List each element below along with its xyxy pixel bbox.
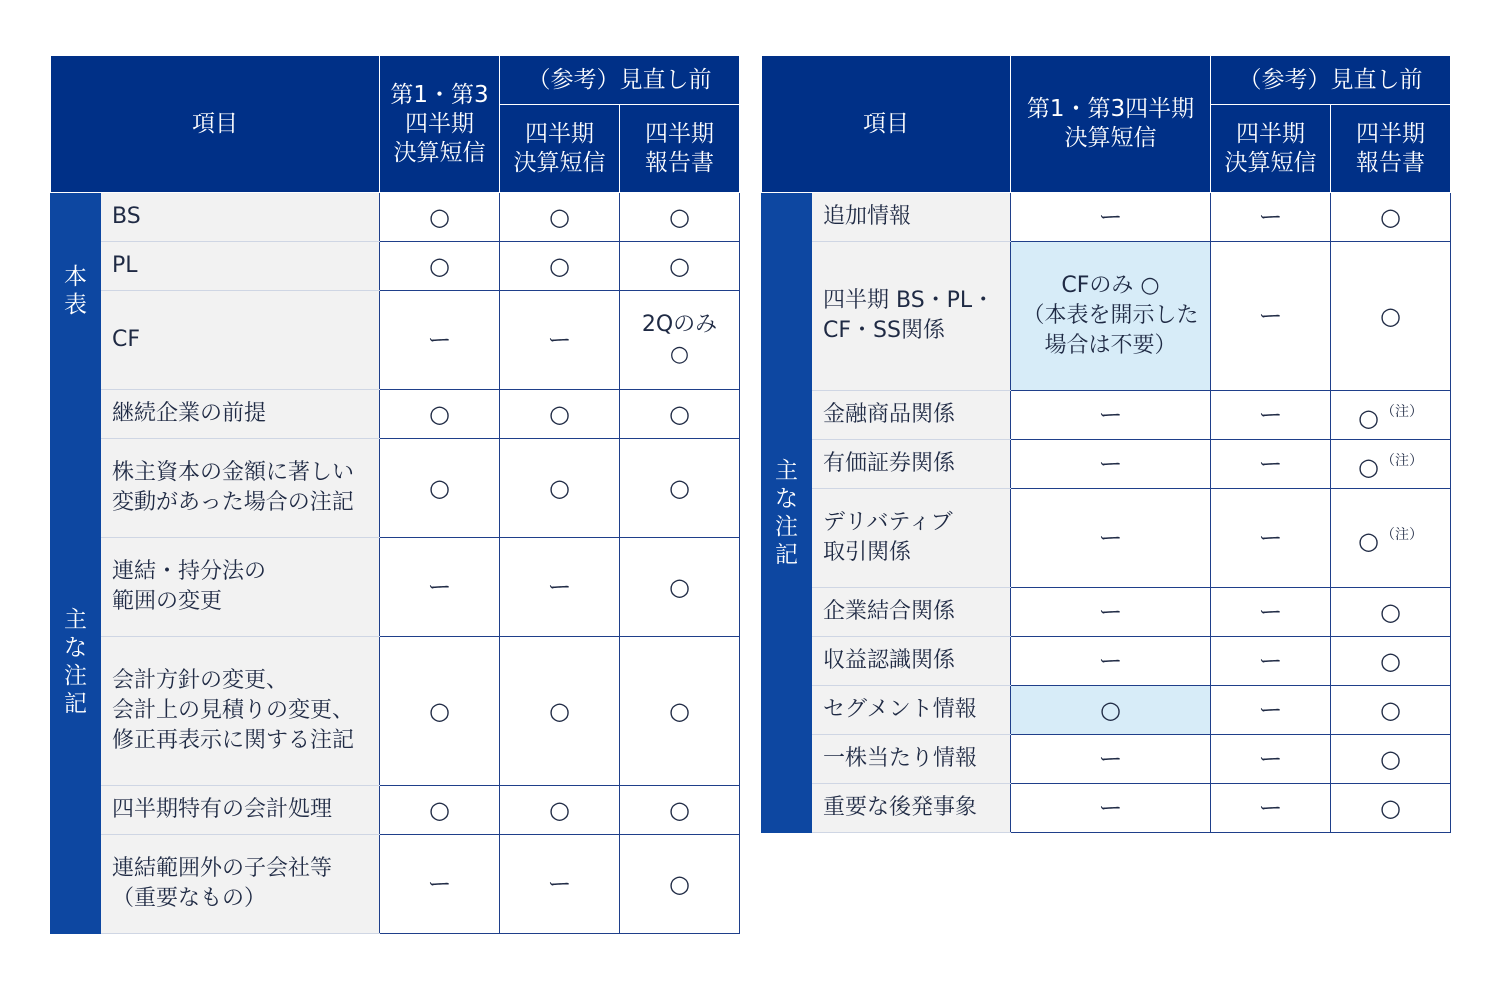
mark-cell: ー: [380, 291, 500, 390]
mark-cell-highlighted: CFのみ ○ （本表を開示した 場合は不要）: [1011, 242, 1211, 391]
mark-cell: ー: [380, 538, 500, 637]
row-item-label: デリバティブ 取引関係: [812, 489, 1011, 588]
header-reference: （参考）見直し前: [1211, 56, 1451, 105]
table-row: [51, 637, 740, 786]
mark-cell: 2Qのみ ○: [620, 291, 740, 390]
table-row: [762, 735, 1451, 784]
mark-cell: ○: [380, 637, 500, 786]
mark-cell: ○: [500, 242, 620, 291]
header-quarterly-report: 四半期 報告書: [1331, 105, 1451, 193]
row-item-label: 株主資本の金額に著しい 変動があった場合の注記: [101, 439, 380, 538]
mark-cell: ー: [1211, 637, 1331, 686]
header-q1-q3-tanshin: 第1・第3四半期 決算短信: [1011, 56, 1211, 193]
header-quarterly-tanshin: 四半期 決算短信: [500, 105, 620, 193]
mark-cell-with-note: ○ $^{(注)}$: [1331, 489, 1451, 588]
mark-cell: ○: [1331, 588, 1451, 637]
row-item-label: 収益認識関係: [812, 637, 1011, 686]
mark-cell: ○: [380, 786, 500, 835]
mark-cell: ー: [500, 835, 620, 934]
header-reference: （参考）見直し前: [500, 56, 740, 105]
table-row: [762, 242, 1451, 391]
footnote-mark: （注）: [1380, 453, 1423, 469]
row-item-label: 追加情報: [812, 193, 1011, 242]
mark-cell: ○: [1331, 193, 1451, 242]
mark-cell: ー: [1011, 193, 1211, 242]
table-row: [51, 538, 740, 637]
table-row: [51, 835, 740, 934]
row-item-label: 四半期特有の会計処理: [101, 786, 380, 835]
mark-cell: ー: [1011, 588, 1211, 637]
mark-cell: ○: [500, 390, 620, 439]
mark-cell-with-note: ○ $^{(注)}$: [1331, 440, 1451, 489]
mark-cell: ー: [1211, 489, 1331, 588]
table-row: [51, 439, 740, 538]
table-row: [762, 637, 1451, 686]
mark-cell: ○: [620, 390, 740, 439]
table-row: [51, 291, 740, 390]
header-quarterly-report: 四半期 報告書: [620, 105, 740, 193]
mark-cell: ○: [620, 637, 740, 786]
mark-cell: ○: [380, 193, 500, 242]
mark-cell: ー: [1011, 440, 1211, 489]
row-item-label: 重要な後発事象: [812, 784, 1011, 833]
table-row: [762, 440, 1451, 489]
row-item-label: 連結範囲外の子会社等 （重要なもの）: [101, 835, 380, 934]
table-row: [51, 390, 740, 439]
group-label-main-notes: 主な注記: [51, 390, 101, 934]
mark-cell: ー: [1011, 489, 1211, 588]
mark-cell: ○: [380, 439, 500, 538]
header-q1-q3-tanshin: 第1・第3 四半期 決算短信: [380, 56, 500, 193]
table-row: [762, 784, 1451, 833]
mark-cell: ○: [620, 786, 740, 835]
footnote-mark: （注）: [1380, 527, 1423, 543]
header-item: 項目: [762, 56, 1011, 193]
row-item-label: CF: [101, 291, 380, 390]
mark-cell: ー: [1011, 637, 1211, 686]
mark-cell: ー: [500, 538, 620, 637]
row-item-label: 企業結合関係: [812, 588, 1011, 637]
mark-cell: ー: [1211, 686, 1331, 735]
mark-cell: ○: [500, 637, 620, 786]
row-item-label: 四半期 BS・PL・ CF・SS関係: [812, 242, 1011, 391]
mark-cell: ○: [620, 439, 740, 538]
row-item-label: BS: [101, 193, 380, 242]
table-row: [51, 786, 740, 835]
row-item-label: セグメント情報: [812, 686, 1011, 735]
header-item: 項目: [51, 56, 380, 193]
mark-cell: ー: [1211, 193, 1331, 242]
mark-cell: ○: [1331, 637, 1451, 686]
mark-cell: ー: [380, 835, 500, 934]
mark-cell: ー: [500, 291, 620, 390]
mark-cell: ○: [1331, 784, 1451, 833]
mark-cell: ○: [380, 390, 500, 439]
mark-cell: ー: [1211, 784, 1331, 833]
mark-cell-with-note: ○ $^{(注)}$: [1331, 391, 1451, 440]
mark-cell: ○: [500, 193, 620, 242]
mark-cell: ○: [620, 835, 740, 934]
table-row: [762, 193, 1451, 242]
row-item-label: 一株当たり情報: [812, 735, 1011, 784]
left-comparison-table: [50, 55, 740, 934]
mark-cell: ー: [1211, 391, 1331, 440]
mark-cell: ○: [380, 242, 500, 291]
group-label-main-statements: 本表: [51, 193, 101, 390]
mark-cell: ー: [1011, 735, 1211, 784]
mark-cell: ー: [1211, 588, 1331, 637]
mark-cell: ー: [1211, 735, 1331, 784]
mark-cell: ○: [1331, 242, 1451, 391]
table-row: [762, 489, 1451, 588]
mark-cell: ○: [620, 538, 740, 637]
footnote-mark: （注）: [1380, 404, 1423, 420]
group-label-main-notes: 主な注記: [762, 193, 812, 833]
table-row: [762, 686, 1451, 735]
row-item-label: 金融商品関係: [812, 391, 1011, 440]
mark-cell: ○: [620, 193, 740, 242]
right-comparison-table: [761, 55, 1451, 833]
table-row: [51, 193, 740, 242]
table-row: [762, 588, 1451, 637]
mark-cell-highlighted: ○: [1011, 686, 1211, 735]
row-item-label: PL: [101, 242, 380, 291]
mark-cell: ○: [500, 439, 620, 538]
mark-cell: ○: [1331, 735, 1451, 784]
mark-cell: ○: [500, 786, 620, 835]
mark-cell: ー: [1011, 391, 1211, 440]
mark-cell: ○: [620, 242, 740, 291]
mark-cell: ー: [1211, 242, 1331, 391]
mark-cell: ○: [1331, 686, 1451, 735]
row-item-label: 継続企業の前提: [101, 390, 380, 439]
mark-cell: ー: [1011, 784, 1211, 833]
table-row: [51, 242, 740, 291]
table-row: [762, 391, 1451, 440]
row-item-label: 会計方針の変更、 会計上の見積りの変更、 修正再表示に関する注記: [101, 637, 380, 786]
row-item-label: 有価証券関係: [812, 440, 1011, 489]
mark-cell: ー: [1211, 440, 1331, 489]
row-item-label: 連結・持分法の 範囲の変更: [101, 538, 380, 637]
header-quarterly-tanshin: 四半期 決算短信: [1211, 105, 1331, 193]
